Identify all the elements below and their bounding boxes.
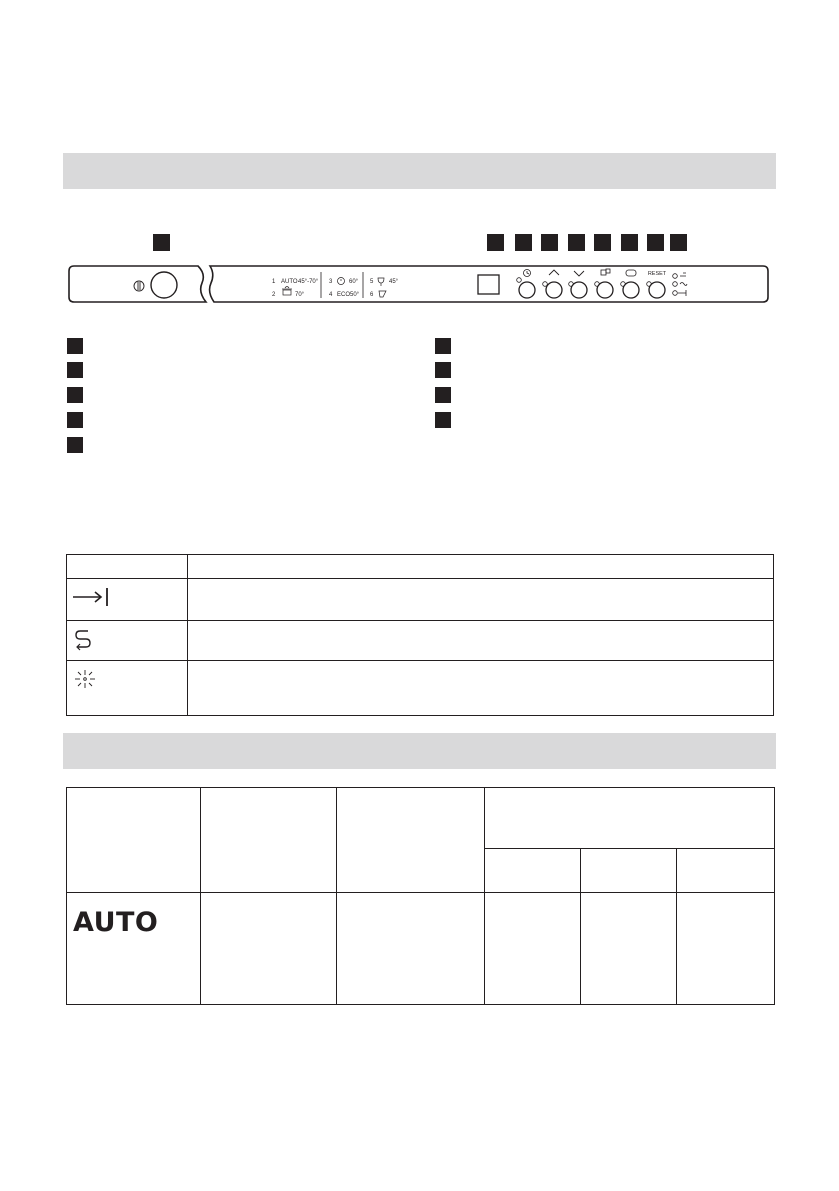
- duration-header-cell: [485, 849, 581, 893]
- callout-box-3: [515, 234, 532, 251]
- on-off-button[interactable]: [151, 272, 177, 298]
- control-panel-diagram: [0, 0, 839, 470]
- indicator-cell: [67, 579, 188, 621]
- glass-45-icon: [378, 278, 384, 286]
- description-cell: [188, 621, 774, 661]
- delay-start-button[interactable]: [519, 282, 535, 298]
- legend-box-1: [67, 338, 83, 354]
- program-4-name: ECO: [337, 292, 351, 298]
- program-5-number: 5: [370, 279, 374, 285]
- callout-box-1: [153, 234, 170, 251]
- program-1-temperature: 45°-70°: [298, 279, 319, 285]
- energy-header-cell: [581, 849, 677, 893]
- programme-header-cell: [67, 788, 201, 893]
- auto-programme-label: AUTO: [73, 907, 159, 938]
- legend-box-8: [435, 387, 451, 403]
- legend-box-5: [67, 437, 83, 453]
- callout-box-2: [487, 234, 504, 251]
- callout-box-9: [670, 234, 687, 251]
- salt-indicator-icon: [67, 661, 187, 698]
- intensive-pan-icon: [282, 287, 292, 296]
- callout-box-6: [594, 234, 611, 251]
- power-icon: [134, 281, 144, 291]
- indicator-header-cell: [67, 555, 188, 579]
- description-cell: [188, 661, 774, 716]
- delay-indicator-light: [517, 278, 522, 283]
- legend-box-3: [67, 387, 83, 403]
- indicator-table: [66, 554, 774, 716]
- program-3-temperature: 60°: [349, 279, 359, 285]
- indicator-cell: [67, 621, 188, 661]
- legend-box-7: [435, 362, 451, 378]
- program-3-number: 3: [329, 279, 333, 285]
- programme-cell: [67, 893, 201, 1005]
- consumption-values-header-cell: [485, 788, 775, 849]
- indicator-row-end: [67, 579, 774, 621]
- up-button[interactable]: [546, 282, 562, 298]
- water-cell: [677, 893, 775, 1005]
- end-indicator-icon: [67, 579, 187, 616]
- rinse-icon: [379, 291, 386, 297]
- program-6-number: 6: [370, 292, 374, 298]
- panel-left-segment: [69, 266, 206, 302]
- program-2-temperature: 70°: [295, 292, 305, 298]
- program-2-number: 2: [272, 292, 276, 298]
- indicator-row-salt: [67, 661, 774, 716]
- option2-button[interactable]: [623, 282, 639, 298]
- indicator-table-header-row: [67, 555, 774, 579]
- programmes-header-row-1: [67, 788, 775, 849]
- quick-60-icon: [338, 278, 345, 285]
- program-4-temperature: 50°: [350, 292, 360, 298]
- description-cell: [188, 579, 774, 621]
- program-5-temperature: 45°: [389, 279, 399, 285]
- chevron-up-icon: [549, 270, 559, 275]
- legend-box-9: [435, 412, 451, 428]
- legend-box-4: [67, 412, 83, 428]
- programmes-table: [66, 787, 775, 1005]
- clock-icon: [524, 270, 531, 277]
- legend-box-2: [67, 362, 83, 378]
- option-button[interactable]: [597, 282, 613, 298]
- chevron-down-icon: [574, 271, 584, 276]
- indicator-row-regenerating: [67, 621, 774, 661]
- callout-box-7: [621, 234, 638, 251]
- water-header-cell: [677, 849, 775, 893]
- legend-box-6: [435, 338, 451, 354]
- indicator-cell: [67, 661, 188, 716]
- indicator-lights: [673, 273, 687, 296]
- rinse-aid-indicator-icon: [67, 621, 187, 658]
- programme-phases-header-cell: [337, 788, 485, 893]
- reset-button[interactable]: [649, 282, 665, 298]
- display: [478, 275, 499, 294]
- phases-cell: [337, 893, 485, 1005]
- degree-of-soil-header-cell: [201, 788, 337, 893]
- timesaver-icon: [626, 270, 636, 276]
- down-button[interactable]: [571, 282, 587, 298]
- section-header-bar-programmes: [63, 733, 776, 769]
- program-1-name: AUTO: [281, 279, 298, 285]
- energy-cell: [581, 893, 677, 1005]
- program-1-number: 1: [272, 279, 276, 285]
- duration-cell: [485, 893, 581, 1005]
- soil-cell: [201, 893, 337, 1005]
- description-header-cell: [188, 555, 774, 579]
- callout-box-5: [568, 234, 585, 251]
- extra-dry-icon: [601, 269, 610, 275]
- callout-box-4: [541, 234, 558, 251]
- callout-box-8: [647, 234, 664, 251]
- reset-label: RESET: [647, 271, 667, 277]
- program-4-number: 4: [329, 292, 333, 298]
- programme-row-auto: [67, 893, 775, 1005]
